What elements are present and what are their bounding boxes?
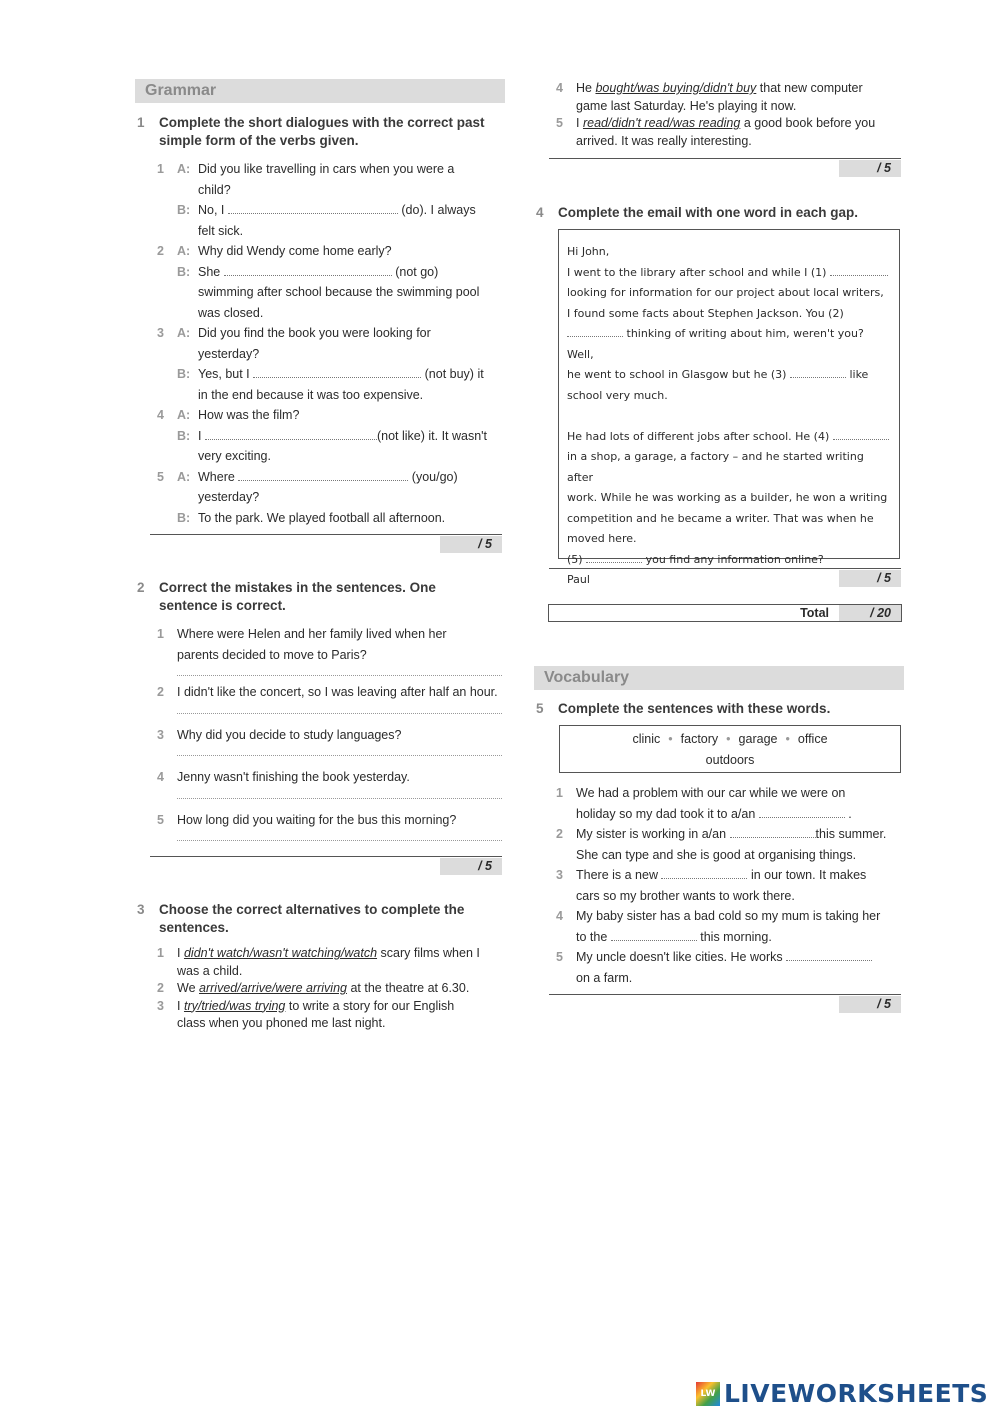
item-number: 4 — [556, 81, 563, 95]
answer-gap[interactable] — [238, 470, 408, 481]
answer-line[interactable] — [177, 797, 502, 799]
sentence: My sister is working in a/an — [576, 827, 727, 841]
answer-gap[interactable] — [228, 203, 398, 214]
bullet-icon: • — [785, 732, 790, 746]
speaker-label: A: — [177, 408, 191, 422]
sentence: at the theatre at 6.30. — [350, 981, 470, 995]
list-item — [157, 945, 507, 963]
logo-icon: LW — [696, 1382, 720, 1406]
item-number: 1 — [157, 162, 164, 176]
answer-gap[interactable] — [224, 265, 392, 276]
list-item — [157, 241, 507, 262]
item-number: 5 — [556, 950, 563, 964]
verb-hint: (you/go) — [411, 469, 458, 484]
list-item — [157, 200, 507, 221]
sentence: She can type and she is good at organising things. — [576, 847, 857, 862]
email-box — [558, 229, 900, 586]
divider — [549, 994, 901, 995]
item-number: 4 — [556, 909, 563, 923]
email-signature: Paul — [567, 573, 590, 586]
gap-5[interactable] — [586, 552, 642, 563]
sentence: to write a story for our English — [288, 998, 455, 1013]
exercise-3-title — [137, 901, 507, 937]
answer-gap[interactable] — [759, 807, 845, 818]
exercise-number: 1 — [137, 115, 145, 130]
word-box — [559, 725, 901, 773]
list-item — [157, 767, 522, 788]
email-line: work. While he was working as a builder, he won a writing — [567, 491, 888, 504]
alternatives[interactable]: bought/was buying/didn't buy — [595, 81, 757, 95]
bullet-icon: • — [726, 732, 731, 746]
sentence: to the — [576, 929, 608, 944]
exercise-2-title — [137, 579, 507, 615]
item-number: 5 — [157, 812, 164, 827]
list-item — [157, 159, 507, 180]
sentence: He — [576, 81, 592, 95]
alternatives[interactable]: didn't watch/wasn't watching/watch — [183, 946, 378, 960]
speaker-label: B: — [177, 428, 191, 443]
dialogue-line: yesterday? — [198, 490, 260, 504]
logo-text: LIVEWORKSHEETS — [724, 1379, 989, 1408]
dialogue-line: To the park. We played football all afternoon. — [198, 510, 446, 525]
sentence: I didn't like the concert, so I was leaving after half an hour. — [177, 685, 498, 699]
sentence: Where were Helen and her family lived when her — [177, 627, 447, 641]
dialogue-line: yesterday? — [198, 346, 260, 361]
list-item — [556, 824, 906, 845]
email-line — [567, 365, 891, 386]
list-item — [157, 426, 507, 447]
sentence-line — [556, 927, 906, 948]
list-item — [556, 947, 906, 968]
exercise-instruction: Correct the mistakes in the sentences. One sentence is correct. — [159, 580, 436, 613]
exercise-5-items — [556, 783, 906, 988]
sentence: We — [177, 981, 196, 995]
sentence: . — [848, 806, 852, 821]
email-line — [567, 427, 891, 448]
speaker-label: B: — [177, 264, 191, 279]
list-item — [157, 998, 507, 1016]
email-text: thinking of writing about him, weren't you? Well, — [567, 327, 864, 361]
sentence: a good book before you — [743, 116, 876, 130]
email-line — [567, 550, 891, 571]
speaker-label: B: — [177, 510, 191, 525]
email-line: I found some facts about Stephen Jackson. You (2) — [567, 306, 844, 320]
divider — [549, 568, 901, 569]
sentence: in our town. It makes — [750, 868, 867, 882]
email-line: moved here. — [567, 532, 637, 545]
dialogue-line: No, I — [198, 203, 225, 217]
score-box: / 5 — [440, 858, 502, 875]
dialogue-line: Why did Wendy come home early? — [198, 244, 392, 258]
gap-4[interactable] — [833, 429, 889, 440]
bullet-icon: • — [668, 732, 673, 746]
exercise-3-items-b — [556, 80, 906, 150]
sentence: that new computer — [759, 81, 863, 95]
sentence: game last Saturday. He's playing it now. — [576, 98, 797, 113]
sentence: I — [177, 946, 181, 960]
total-box — [548, 604, 902, 622]
email-line: looking for information for our project about local writers, — [567, 286, 884, 299]
exercise-3-items-a — [157, 945, 507, 1033]
divider — [150, 534, 502, 535]
exercise-1-items — [157, 159, 507, 528]
list-item — [157, 624, 522, 645]
exercise-instruction: Complete the sentences with these words. — [558, 701, 831, 716]
item-number: 4 — [157, 770, 164, 784]
dialogue-line: I — [198, 428, 202, 443]
email-line: in a shop, a garage, a factory – and he started writing after — [567, 450, 864, 484]
item-number: 2 — [157, 244, 164, 258]
sentence: My uncle doesn't like cities. He works — [576, 950, 783, 964]
email-text: like — [849, 368, 869, 381]
list-item — [157, 405, 507, 426]
word-option: garage — [738, 732, 778, 746]
sentence: arrived. It was really interesting. — [576, 133, 752, 148]
exercise-number: 5 — [536, 701, 544, 716]
gap-1[interactable] — [830, 265, 888, 276]
dialogue-line: How was the film? — [198, 408, 300, 422]
sentence-line — [556, 804, 906, 825]
dialogue-line: felt sick. — [198, 223, 244, 238]
exercise-number: 3 — [137, 902, 145, 917]
verb-hint: (do). I always — [401, 203, 476, 217]
sentence: My baby sister has a bad cold so my mum is taking her — [576, 909, 881, 923]
sentence: There is a new — [576, 868, 658, 882]
answer-gap[interactable] — [661, 868, 747, 879]
dialogue-line: Did you find the book you were looking for — [198, 326, 431, 340]
email-line — [567, 263, 891, 284]
dialogue-line: swimming after school because the swimming pool — [198, 285, 480, 299]
answer-gap[interactable] — [730, 827, 816, 838]
sentence: on a farm. — [576, 970, 633, 985]
item-number: 2 — [157, 685, 164, 699]
verb-hint: (not go) — [395, 264, 439, 279]
score-box: / 5 — [839, 996, 901, 1013]
word-option: outdoors — [705, 753, 755, 767]
exercise-5-title — [536, 700, 906, 718]
divider — [150, 856, 502, 857]
sentence: How long did you waiting for the bus this morning? — [177, 812, 457, 827]
alternatives[interactable]: arrived/arrive/were arriving — [199, 981, 347, 995]
speaker-label: A: — [177, 244, 191, 258]
exercise-1-title — [137, 114, 507, 150]
sentence: scary films when I — [380, 946, 480, 960]
exercise-4-title — [536, 204, 906, 222]
gap-2[interactable] — [567, 326, 623, 337]
exercise-2-items — [157, 624, 522, 841]
answer-gap[interactable] — [786, 950, 872, 961]
word-option: clinic — [632, 732, 661, 746]
verb-hint: (not buy) it — [424, 367, 484, 381]
answer-line[interactable] — [177, 839, 502, 841]
sentence: I — [576, 116, 580, 130]
speaker-label: B: — [177, 367, 191, 381]
list-item — [157, 725, 522, 746]
dialogue-line: was closed. — [198, 305, 264, 320]
alternatives[interactable]: try/tried/was trying — [183, 998, 286, 1013]
email-greeting: Hi John, — [567, 245, 610, 258]
answer-gap[interactable] — [611, 930, 697, 941]
list-item — [556, 115, 906, 133]
dialogue-line: child? — [198, 182, 231, 197]
sentence: was a child. — [177, 963, 243, 978]
score-box: / 5 — [440, 536, 502, 553]
list-item — [157, 467, 507, 488]
sentence: Why did you decide to study languages? — [177, 727, 402, 742]
list-item — [556, 906, 906, 927]
email-line — [567, 324, 891, 365]
dialogue-line: She — [198, 264, 221, 279]
item-number: 2 — [157, 981, 164, 995]
answer-line[interactable] — [177, 674, 502, 676]
vocabulary-heading: Vocabulary — [534, 666, 904, 690]
speaker-label: A: — [177, 326, 191, 340]
sentence: this summer. — [815, 827, 887, 841]
item-number: 5 — [157, 469, 164, 484]
dialogue-line: Did you like travelling in cars when you were a — [198, 162, 455, 176]
word-option: office — [797, 732, 828, 746]
dialogue-line: very exciting. — [198, 449, 271, 463]
dialogue-line: Yes, but I — [198, 367, 250, 381]
grammar-heading: Grammar — [135, 79, 505, 103]
email-text: he went to school in Glasgow but he (3) — [567, 368, 787, 381]
score-box: / 5 — [839, 570, 901, 587]
exercise-instruction: Complete the short dialogues with the correct past simple form of the verbs given. — [159, 115, 485, 148]
answer-gap[interactable] — [205, 429, 377, 440]
list-item — [556, 80, 906, 98]
gap-3[interactable] — [790, 367, 846, 378]
exercise-instruction: Choose the correct alternatives to complete the sentences. — [159, 902, 465, 935]
item-number: 1 — [157, 946, 164, 960]
sentence: this morning. — [700, 929, 772, 944]
item-number: 3 — [157, 326, 164, 340]
list-item — [157, 810, 522, 831]
email-text: He had lots of different jobs after school. He (4) — [567, 429, 830, 443]
email-line: competition and he became a writer. That was when he — [567, 511, 874, 525]
sentence: I — [177, 998, 181, 1013]
total-label: Total — [800, 606, 829, 620]
item-number: 1 — [556, 786, 563, 800]
item-number: 3 — [157, 998, 164, 1013]
sentence: Jenny wasn't finishing the book yesterday. — [177, 770, 410, 784]
list-item — [157, 980, 507, 998]
divider — [549, 158, 901, 159]
speaker-label: A: — [177, 162, 191, 176]
sentence: We had a problem with our car while we were on — [576, 786, 846, 800]
exercise-instruction: Complete the email with one word in each gap. — [558, 205, 859, 220]
speaker-label: B: — [177, 203, 191, 217]
speaker-label: A: — [177, 469, 191, 484]
list-item — [556, 865, 906, 886]
email-text: I went to the library after school and while I (1) — [567, 265, 827, 279]
item-number: 2 — [556, 827, 563, 841]
item-number: 3 — [556, 868, 563, 882]
list-item — [157, 323, 507, 344]
score-box: / 5 — [839, 160, 901, 177]
dialogue-line: in the end because it was too expensive. — [198, 387, 424, 402]
list-item — [157, 262, 507, 283]
liveworksheets-logo — [696, 1378, 996, 1410]
sentence: cars so my brother wants to work there. — [576, 888, 795, 903]
answer-line[interactable] — [177, 754, 502, 756]
list-item — [157, 682, 522, 703]
email-text: you find any information online? — [645, 552, 824, 566]
list-item — [157, 364, 507, 385]
exercise-number: 2 — [137, 580, 145, 595]
sentence: holiday so my dad took it to a/an — [576, 806, 756, 821]
verb-hint: (not like) it. It wasn't — [376, 428, 488, 443]
item-number: 5 — [556, 116, 563, 130]
total-score: / 20 — [839, 605, 901, 621]
list-item — [556, 783, 906, 804]
alternatives[interactable]: read/didn't read/was reading — [582, 116, 741, 130]
exercise-number: 4 — [536, 205, 544, 220]
sentence: class when you phoned me last night. — [177, 1016, 386, 1030]
email-line: school very much. — [567, 388, 668, 402]
answer-line[interactable] — [177, 712, 502, 714]
list-item — [157, 508, 507, 529]
email-text: (5) — [567, 552, 583, 566]
word-option: factory — [680, 732, 719, 746]
dialogue-line: Where — [198, 469, 235, 484]
item-number: 4 — [157, 408, 164, 422]
item-number: 3 — [157, 727, 164, 742]
item-number: 1 — [157, 627, 164, 641]
sentence: parents decided to move to Paris? — [177, 647, 367, 662]
answer-gap[interactable] — [253, 367, 421, 378]
